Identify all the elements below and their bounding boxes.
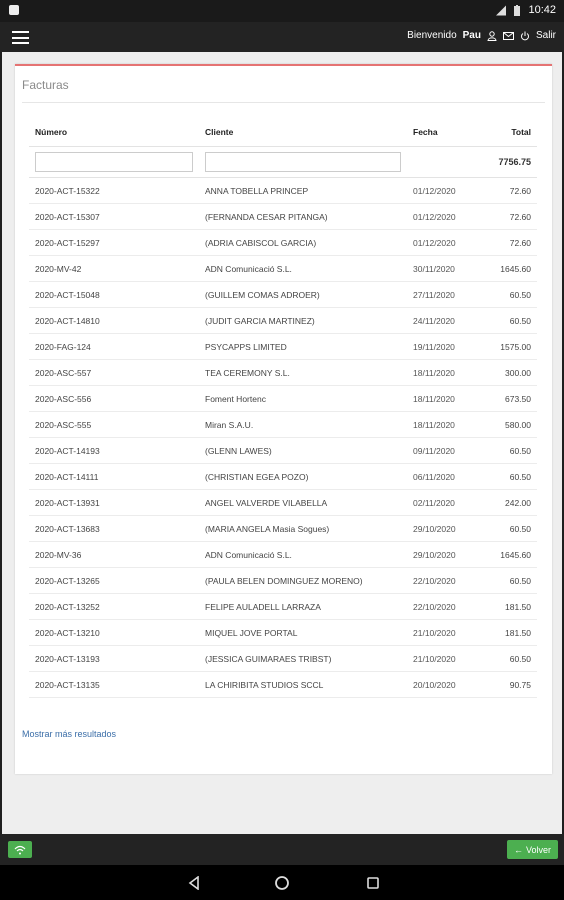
total-cell: 181.50	[491, 594, 537, 620]
invoice-number-cell: 2020-FAG-124	[29, 334, 199, 360]
invoice-number-cell: 2020-ACT-15322	[29, 178, 199, 204]
divider	[22, 102, 545, 103]
table-row[interactable]	[29, 178, 537, 204]
table-row[interactable]	[29, 256, 537, 282]
total-cell: 60.50	[491, 464, 537, 490]
date-cell: 01/12/2020	[407, 178, 491, 204]
invoice-number-cell: 2020-ACT-13193	[29, 646, 199, 672]
date-cell: 01/12/2020	[407, 204, 491, 230]
total-cell: 1575.00	[491, 334, 537, 360]
date-cell: 29/10/2020	[407, 542, 491, 568]
username[interactable]: Pau	[462, 30, 481, 41]
sum-total: 7756.75	[491, 147, 537, 178]
cliente-filter-input[interactable]	[205, 152, 401, 172]
invoice-number-cell: 2020-MV-42	[29, 256, 199, 282]
invoice-number-cell: 2020-ACT-14111	[29, 464, 199, 490]
total-cell: 90.75	[491, 672, 537, 698]
date-cell: 01/12/2020	[407, 230, 491, 256]
table-row[interactable]	[29, 230, 537, 256]
client-cell: (JUDIT GARCIA MARTINEZ)	[199, 308, 407, 334]
client-cell: (CHRISTIAN EGEA POZO)	[199, 464, 407, 490]
power-icon[interactable]	[520, 31, 530, 41]
date-cell: 22/10/2020	[407, 594, 491, 620]
numero-filter-input[interactable]	[35, 152, 193, 172]
client-cell: LA CHIRIBITA STUDIOS SCCL	[199, 672, 407, 698]
total-cell: 60.50	[491, 568, 537, 594]
table-row[interactable]	[29, 542, 537, 568]
total-cell: 1645.60	[491, 542, 537, 568]
table-row[interactable]	[29, 646, 537, 672]
top-bar	[0, 22, 564, 52]
date-cell: 06/11/2020	[407, 464, 491, 490]
total-cell: 60.50	[491, 516, 537, 542]
status-bar	[0, 0, 564, 22]
nav-back-icon[interactable]	[185, 874, 203, 892]
total-cell: 673.50	[491, 386, 537, 412]
invoice-number-cell: 2020-ASC-557	[29, 360, 199, 386]
invoice-number-cell: 2020-ACT-13210	[29, 620, 199, 646]
invoice-number-cell: 2020-ACT-15048	[29, 282, 199, 308]
nav-home-icon[interactable]	[273, 874, 291, 892]
total-cell: 580.00	[491, 412, 537, 438]
invoice-number-cell: 2020-MV-36	[29, 542, 199, 568]
client-cell: ADN Comunicació S.L.	[199, 542, 407, 568]
total-cell: 72.60	[491, 204, 537, 230]
more-results-link[interactable]: Mostrar más resultados	[22, 729, 117, 739]
wifi-icon	[14, 845, 26, 855]
clock: 10:42	[528, 4, 556, 16]
date-cell: 27/11/2020	[407, 282, 491, 308]
date-cell: 19/11/2020	[407, 334, 491, 360]
date-cell: 20/10/2020	[407, 672, 491, 698]
total-cell: 60.50	[491, 308, 537, 334]
client-cell: (PAULA BELEN DOMINGUEZ MORENO)	[199, 568, 407, 594]
filter-row	[29, 147, 537, 178]
invoice-number-cell: 2020-ACT-15297	[29, 230, 199, 256]
client-cell: ANNA TOBELLA PRINCEP	[199, 178, 407, 204]
notification-icon	[9, 5, 19, 15]
battery-icon	[512, 5, 522, 16]
table-row[interactable]	[29, 594, 537, 620]
column-header-cliente[interactable]: Cliente	[199, 118, 407, 147]
total-cell: 181.50	[491, 620, 537, 646]
user-nav	[407, 30, 556, 41]
menu-icon[interactable]	[12, 31, 29, 44]
invoice-number-cell: 2020-ASC-556	[29, 386, 199, 412]
mail-icon[interactable]	[503, 31, 514, 41]
client-cell: ADN Comunicació S.L.	[199, 256, 407, 282]
table-row[interactable]	[29, 464, 537, 490]
invoice-number-cell: 2020-ACT-15307	[29, 204, 199, 230]
table-row[interactable]	[29, 412, 537, 438]
invoices-card	[15, 64, 552, 774]
total-cell: 1645.60	[491, 256, 537, 282]
table-row[interactable]	[29, 516, 537, 542]
total-cell: 242.00	[491, 490, 537, 516]
invoice-number-cell: 2020-ACT-13265	[29, 568, 199, 594]
table-row[interactable]	[29, 672, 537, 698]
total-cell: 72.60	[491, 230, 537, 256]
invoice-number-cell: 2020-ACT-14810	[29, 308, 199, 334]
total-cell: 60.50	[491, 646, 537, 672]
client-cell: (MARIA ANGELA Masia Sogues)	[199, 516, 407, 542]
client-cell: (ADRIA CABISCOL GARCIA)	[199, 230, 407, 256]
invoice-number-cell: 2020-ACT-14193	[29, 438, 199, 464]
invoice-number-cell: 2020-ACT-13252	[29, 594, 199, 620]
table-row[interactable]	[29, 308, 537, 334]
table-row[interactable]	[29, 620, 537, 646]
date-cell: 21/10/2020	[407, 620, 491, 646]
column-header-total[interactable]: Total	[491, 118, 537, 147]
table-row[interactable]	[29, 334, 537, 360]
client-cell: (FERNANDA CESAR PITANGA)	[199, 204, 407, 230]
client-cell: ANGEL VALVERDE VILABELLA	[199, 490, 407, 516]
system-nav-bar	[0, 865, 564, 900]
date-cell: 02/11/2020	[407, 490, 491, 516]
date-cell: 18/11/2020	[407, 412, 491, 438]
nav-recents-icon[interactable]	[364, 874, 382, 892]
table-row[interactable]	[29, 282, 537, 308]
total-cell: 60.50	[491, 438, 537, 464]
table-row[interactable]	[29, 204, 537, 230]
client-cell: MIQUEL JOVE PORTAL	[199, 620, 407, 646]
invoice-number-cell: 2020-ACT-13683	[29, 516, 199, 542]
back-button[interactable]	[507, 840, 558, 859]
invoices-table	[29, 118, 537, 698]
date-cell: 18/11/2020	[407, 360, 491, 386]
back-button-label: Volver	[525, 844, 551, 855]
client-cell: TEA CEREMONY S.L.	[199, 360, 407, 386]
table-row[interactable]	[29, 490, 537, 516]
column-header-fecha[interactable]: Fecha	[407, 118, 491, 147]
date-cell: 30/11/2020	[407, 256, 491, 282]
client-cell: PSYCAPPS LIMITED	[199, 334, 407, 360]
logout-link[interactable]: Salir	[535, 30, 556, 41]
table-row[interactable]	[29, 568, 537, 594]
signal-icon	[496, 5, 506, 16]
date-cell: 24/11/2020	[407, 308, 491, 334]
table-row[interactable]	[29, 438, 537, 464]
invoice-number-cell: 2020-ASC-555	[29, 412, 199, 438]
total-cell: 60.50	[491, 282, 537, 308]
client-cell: (GUILLEM COMAS ADROER)	[199, 282, 407, 308]
date-cell: 22/10/2020	[407, 568, 491, 594]
user-icon[interactable]	[487, 31, 497, 41]
client-cell: (GLENN LAWES)	[199, 438, 407, 464]
card-title: Facturas	[22, 78, 69, 92]
main-content	[2, 52, 562, 834]
client-cell: (JESSICA GUIMARAES TRIBST)	[199, 646, 407, 672]
invoice-number-cell: 2020-ACT-13931	[29, 490, 199, 516]
table-row[interactable]	[29, 360, 537, 386]
total-cell: 72.60	[491, 178, 537, 204]
column-header-numero[interactable]: Número	[29, 118, 199, 147]
date-cell: 21/10/2020	[407, 646, 491, 672]
client-cell: FELIPE AULADELL LARRAZA	[199, 594, 407, 620]
bottom-bar	[0, 834, 564, 865]
table-header-row	[29, 118, 537, 147]
wifi-button[interactable]	[8, 841, 32, 858]
arrow-left-icon: ←	[513, 844, 523, 855]
invoice-number-cell: 2020-ACT-13135	[29, 672, 199, 698]
date-cell: 29/10/2020	[407, 516, 491, 542]
client-cell: Miran S.A.U.	[199, 412, 407, 438]
client-cell: Foment Hortenc	[199, 386, 407, 412]
welcome-text: Bienvenido	[407, 30, 457, 41]
status-icons	[496, 4, 556, 16]
total-cell: 300.00	[491, 360, 537, 386]
date-cell: 18/11/2020	[407, 386, 491, 412]
table-row[interactable]	[29, 386, 537, 412]
date-cell: 09/11/2020	[407, 438, 491, 464]
